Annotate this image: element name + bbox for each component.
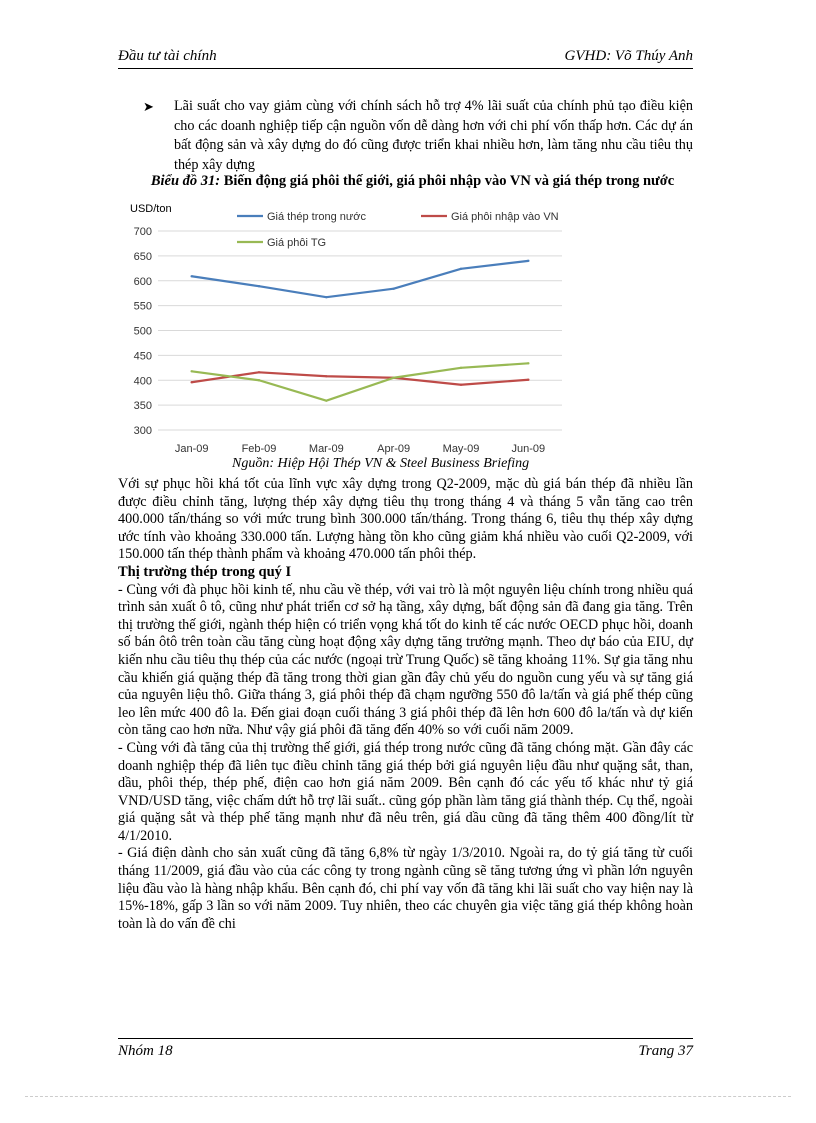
legend-label: Giá phôi nhập vào VN [451,211,559,223]
header-instructor: GVHD: Võ Thúy Anh [564,48,693,64]
y-tick-label: 350 [133,400,152,413]
footer-page-number: Trang 37 [638,1043,693,1059]
x-tick-label: Jan-09 [174,443,209,455]
footer-group: Nhóm 18 [118,1043,173,1059]
chart-caption-text: Biến động giá phôi thế giới, giá phôi nhập vào VN và giá thép trong nước [223,173,675,189]
series-line-3 [192,363,529,400]
data-point [325,375,327,377]
y-tick-label: 400 [133,375,152,388]
x-tick-label: May-09 [442,443,480,455]
data-point [258,371,260,373]
bullet-item [143,97,693,175]
data-point [190,381,192,383]
data-point [392,377,394,379]
chart-caption-label: Biểu đồ 31: [150,173,221,189]
x-tick-label: Apr-09 [377,443,411,455]
paragraph-2: - Cùng với đà phục hồi kinh tế, nhu cầu về thép, với vai trò là một nguyên liệu chính trong nhiều quá trình sản xuất ô tô, cũng như phát triển cơ sở hạ tầng, xây dựng, bất động sản đã đang gia tăng. Trên thị trường thế giới, ngành thép hiện có triển vọng khá tốt do kinh tế các nước OECD phục hồi, doanh số bán ôtô trên toàn cầu tăng cùng hoạt động xây dựng tăng trưởng mạnh. Theo dự báo của EIU, dự kiến nhu cầu tiêu thụ thép của các nước (ngoại trừ Trung Quốc) sẽ tăng khoảng 11%. Sự gia tăng nhu cầu khiến giá quặng thép đã tăng trong thời gian gần đây chủ yếu do nguồn cung yếu và sự tăng giá của nguyên liệu thô. Giữa tháng 3, giá phôi thép đã chạm ngưỡng 550 đô la/tấn và giá phế thép cũng leo lên mức 400 đô la. Đến giai đoạn cuối tháng 3 giá phôi thép đã lên hơn 600 đô la/tấn và dự kiến còn tăng cao hơn nữa. Như vậy giá phôi đã tăng đến 40% so với cuối năm 2009. [118,581,693,739]
legend-label: Giá thép trong nước [267,211,366,223]
y-tick-label: 300 [133,425,152,437]
header-course-title: Đầu tư tài chính [118,48,217,64]
data-point [258,379,260,381]
page-header [118,48,693,69]
paragraph-1: Với sự phục hồi khá tốt của lĩnh vực xây dựng trong Q2-2009, mặc dù giá bán thép đã nhiều lần được điều chỉnh tăng, lượng thép xây dựng tiêu thụ trong tháng 4 và tháng 5 vẫn tăng cao trên 400.000 tấn/tháng so với mức trung bình 300.000 tấn/tháng. Trong tháng 6, tiêu thụ thép xây dựng ước tính vào khoảng 330.000 tấn. Lượng hàng tồn kho cũng giảm khá nhiều vào cuối Q2-2009, với 150.000 tấn thép thành phẩm và khoảng 470.000 tấn phôi thép. [118,476,693,563]
data-point [190,370,192,372]
page-footer [118,1038,693,1061]
y-tick-label: 600 [133,275,152,288]
y-tick-label: 650 [133,250,152,263]
bullet-text: Lãi suất cho vay giảm cùng với chính sách hỗ trợ 4% lãi suất của chính phủ tạo điều kiện cho các doanh nghiệp tiếp cận nguồn vốn dễ dàng hơn với chi phí vốn thấp hơn. Các dự án bất động sản và xây dựng do đó cũng được triển khai nhiều hơn, làm tăng nhu cầu tiêu thụ thép xây dựng [174,98,693,173]
section-heading: Thị trường thép trong quý I [118,563,292,580]
chart-caption [125,172,700,191]
arrow-bullet-icon: ➤ [143,99,154,114]
data-point [325,399,327,401]
y-tick-label: 700 [133,226,152,238]
paragraph-3: - Cùng với đà tăng của thị trường thế giới, giá thép trong nước cũng đã tăng chóng mặt. Gần đây các doanh nghiệp thép đã liên tục điều chỉnh tăng giá thép bởi giá nguyên liệu đầu như quặng sắt, than, dầu, phôi thép, thép phế, điện cao hơn giá năm 2009. Bên cạnh đó các yếu tố khác như tỷ giá VND/USD tăng, việc chấm dứt hỗ trợ lãi suất.. cũng góp phần làm tăng giá thành thép. Cụ thể, ngoài giá quặng sắt và thép phế tăng mạnh như đã nêu trên, giá dầu cũng đã tăng thêm 400 đồng/lít từ 4/1/2010. [118,739,693,844]
line-chart [125,200,580,462]
chart-source: Nguồn: Hiệp Hội Thép VN & Steel Business Briefing [232,456,530,471]
data-point [527,379,529,381]
data-point [190,275,192,277]
page-edge-divider [25,1096,791,1097]
x-tick-label: Mar-09 [308,443,344,455]
data-point [325,296,327,298]
data-point [460,268,462,270]
body-text [118,476,693,933]
legend-label: Giá phôi TG [267,237,327,249]
series-line-1 [192,261,529,297]
y-tick-label: 550 [133,300,152,313]
x-tick-label: Feb-09 [241,443,277,455]
data-point [527,260,529,262]
data-point [392,288,394,290]
x-tick-label: Jun-09 [511,443,546,455]
y-tick-label: 500 [133,325,152,338]
paragraph-4: - Giá điện dành cho sản xuất cũng đã tăng 6,8% từ ngày 1/3/2010. Ngoài ra, do tỷ giá tăng từ cuối tháng 11/2009, giá đầu vào của các công ty trong ngành cũng sẽ tăng tương ứng vì phần lớn nguyên liệu đầu vào là hàng nhập khẩu. Bên cạnh đó, chi phí vay vốn đã tăng khi lãi suất cho vay hiện nay là 15%-18%, gấp 3 lần so với năm 2009. Tuy nhiên, theo các chuyên gia việc tăng giá thép không hoàn toàn là do vấn đề chi [118,845,693,932]
data-point [460,384,462,386]
y-tick-label: 450 [133,350,152,363]
data-point [460,367,462,369]
data-point [527,362,529,364]
data-point [258,285,260,287]
y-axis-label: USD/ton [130,203,172,215]
